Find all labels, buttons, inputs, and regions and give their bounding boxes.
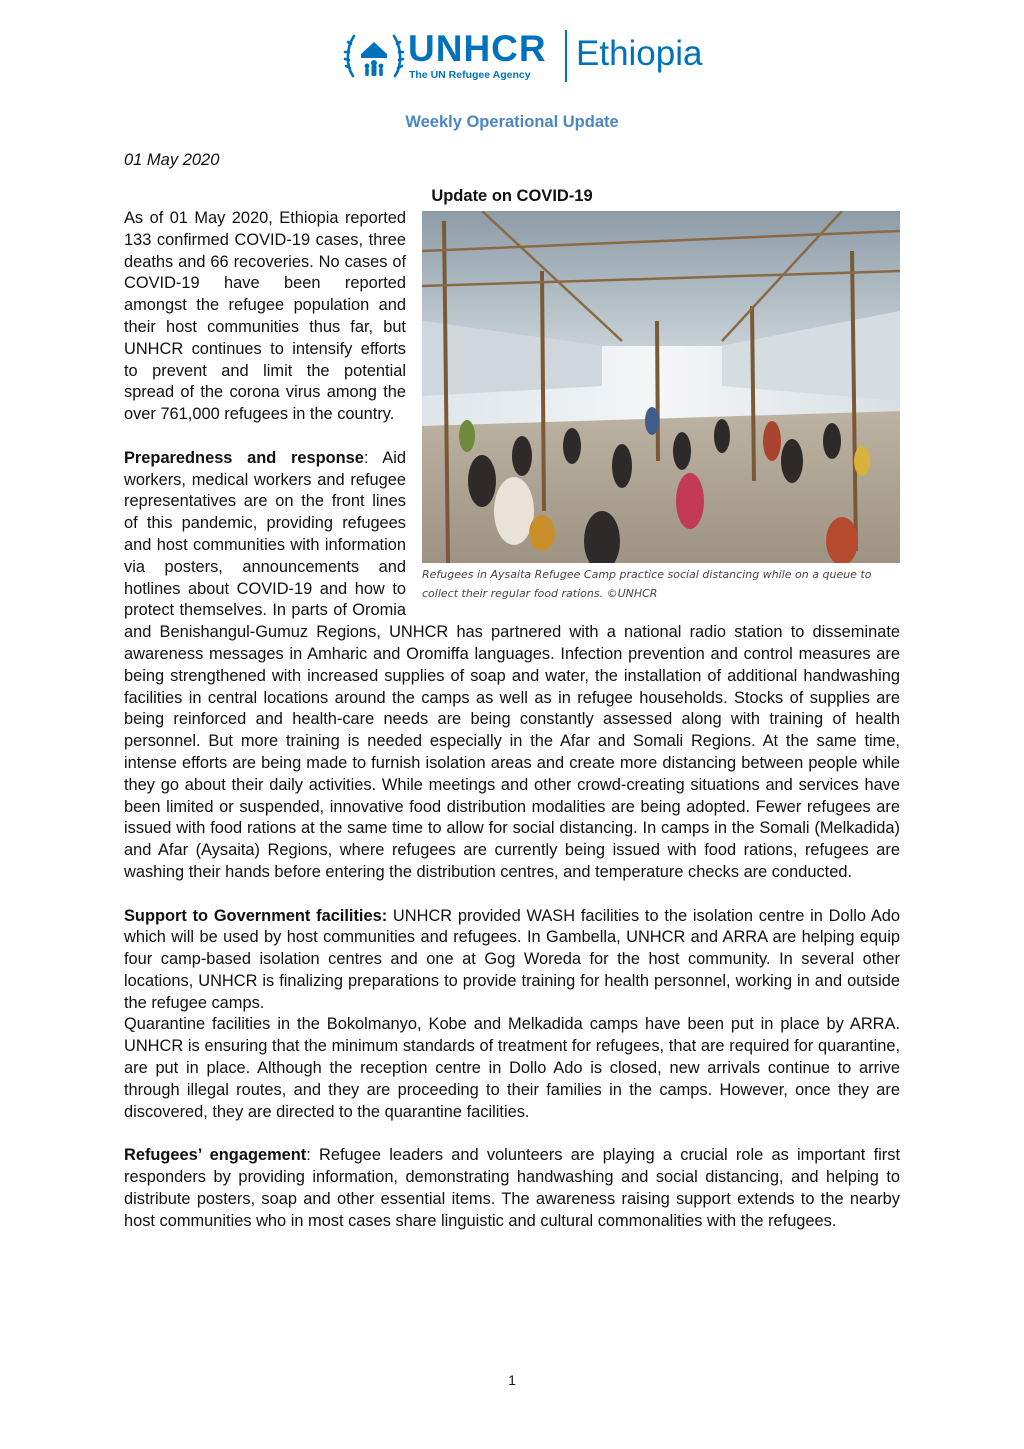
document-header <box>0 22 1024 92</box>
page-number: 1 <box>508 1372 516 1388</box>
refugee-camp-photo <box>422 211 900 563</box>
support-paragraph <box>124 906 900 1015</box>
section-title: Update on COVID-19 <box>431 187 593 205</box>
quarantine-paragraph: Quarantine facilities in the Bokolmanyo, Kobe and Melkadida camps have been put in place by ARRA. UNHCR is ensuring that the minimum standards of treatment for refugees, that are required for quarantine, are put in place. Although the reception centre in Dollo Ado is closed, new arrivals continue to arrive through illegal routes, and they are proceeding to their families in the camps. However, once they are discovered, they are directed to the quarantine facilities. <box>124 1015 900 1121</box>
preparedness-heading: Preparedness and response <box>124 448 364 467</box>
support-body: UNHCR provided WASH facilities to the isolation centre in Dollo Ado which will be used by host communities and refugees. In Gambella, UNHCR and ARRA are helping equip four camp-based isolation centres and one at Gog Woreda for the host community. In several other locations, UNHCR is finalizing preparations to provide training for health personnel, working in and outside the refugee camps. <box>124 906 900 1012</box>
preparedness-body: : Aid workers, medical workers and refugee representatives are on the front lines of this pandemic, providing refugees and host communities with information via posters, announcements and hotlines about COVID-19 and how to protect themselves. In parts of Oromia and Benishangul-Gumuz Regions, UNHCR has partnered with a national radio station to disseminate awareness messages in Amharic and Oromiffa languages. Infection prevention and control measures are being strengthened with increased supplies of soap and water, the installation of additional handwashing facilities in central locations around the camps as well as in refugee households. Stocks of supplies are being reinforced and health-care needs are being constantly assessed along with training of health personnel. But more training is needed especially in the Afar and Somali Regions. At the same time, intense efforts are being made to furnish isolation areas and create more distancing between people while they go about their daily activities. While meetings and other crowd-creating situations and services have been limited or suspended, innovative food distribution modalities are being adopted. Fewer refugees are issued with food rations at the same time to allow for social distancing. In camps in the Somali (Melkadida) and Afar (Aysaita) Regions, where refugees are currently being issued with food rations, refugees are washing their hands before entering the distribution centres, and temperature checks are conducted. <box>124 448 900 881</box>
photo-figure <box>422 211 900 605</box>
logo-divider <box>565 30 567 82</box>
unhcr-logo-tagline: The UN Refugee Agency <box>409 69 531 81</box>
support-heading: Support to Government facilities: <box>124 906 388 925</box>
report-date: 01 May 2020 <box>124 151 220 169</box>
unhcr-logo-text: UNHCR <box>408 28 547 69</box>
country-name: Ethiopia <box>576 34 703 73</box>
report-title: Weekly Operational Update <box>405 113 619 131</box>
photo-caption: Refugees in Aysaita Refugee Camp practice social distancing while on a queue to collect their regular food rations. ©UNHCR <box>422 568 872 600</box>
document-body <box>124 208 900 1232</box>
engagement-heading: Refugees’ engagement <box>124 1146 307 1165</box>
engagement-body: : Refugee leaders and volunteers are playing a crucial role as important first responders by providing information, demonstrating handwashing and social distancing, and helping to distribute posters, soap and other essential items. The awareness raising support extends to the nearby host communities who in most cases share linguistic and cultural commonalities with the refugees. <box>124 1146 901 1230</box>
engagement-paragraph <box>124 1145 900 1232</box>
unhcr-emblem-icon <box>343 30 405 80</box>
intro-paragraph: As of 01 May 2020, Ethiopia reported 133 confirmed COVID-19 cases, three deaths and 66 recoveries. No cases of COVID-19 have been reported amongst the refugee population and their host communities thus far, but UNHCR continues to intensify efforts to prevent and limit the potential spread of the corona virus among the over 761,000 refugees in the country. <box>124 209 406 424</box>
